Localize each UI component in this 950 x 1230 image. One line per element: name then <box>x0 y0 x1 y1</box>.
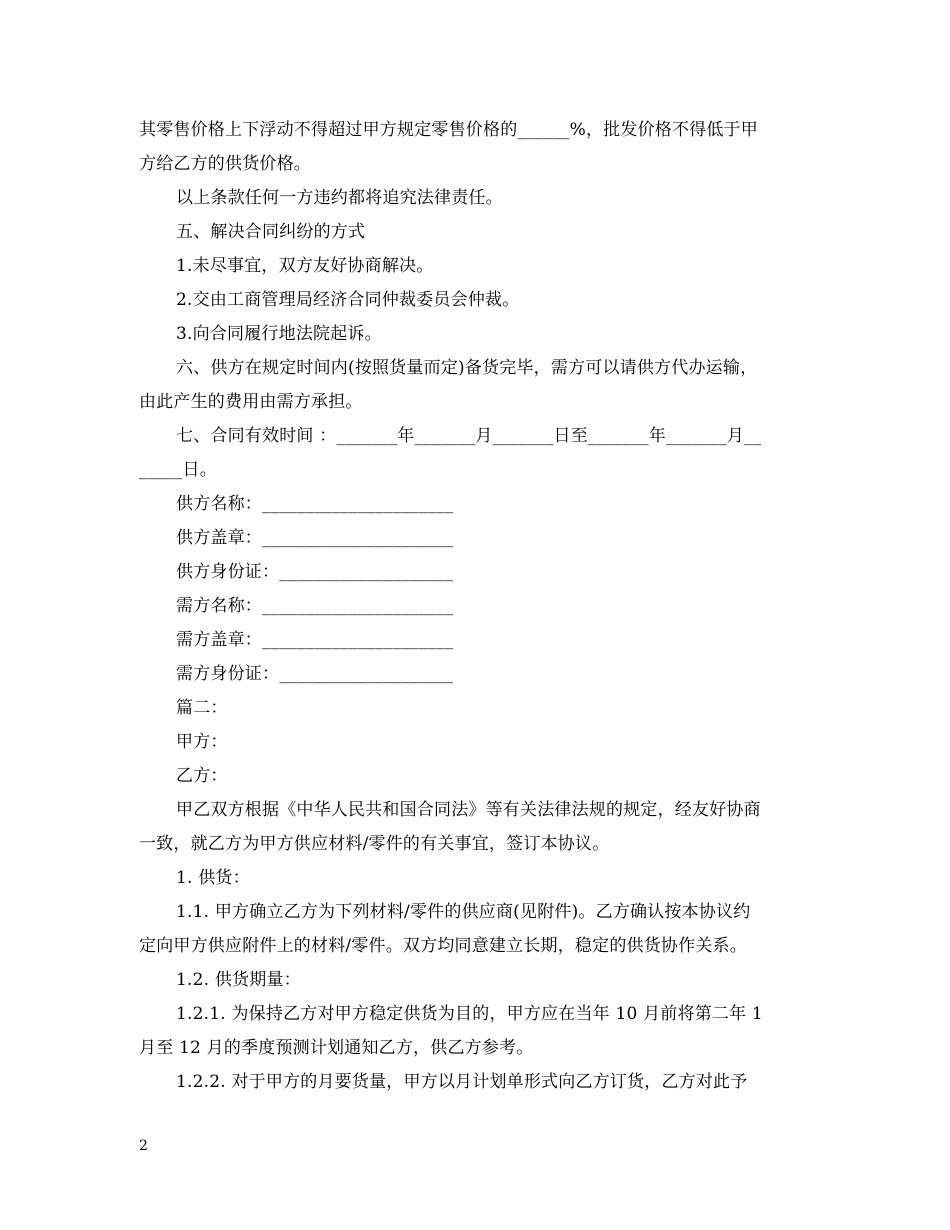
text-line: 方给乙方的供货价格。 <box>139 154 311 174</box>
text-line: 1.未尽事宜，双方友好协商解决。 <box>176 256 434 276</box>
signature-field: 需方盖章：______________________ <box>176 630 454 650</box>
text-line: 月至 12 月的季度预测计划通知乙方，供乙方参考。 <box>139 1038 534 1058</box>
text-line: 1.2.2. 对于甲方的月要货量，甲方以月计划单形式向乙方订货，乙方对此予 <box>176 1072 748 1092</box>
signature-field: 供方名称：______________________ <box>176 494 454 514</box>
page-number: 2 <box>139 1138 148 1154</box>
text-line: 1.2.1. 为保持乙方对甲方稳定供货为目的，甲方应在当年 10 月前将第二年 1 <box>176 1004 763 1024</box>
signature-field: 供方盖章：______________________ <box>176 528 454 548</box>
text-line: 其零售价格上下浮动不得超过甲方规定零售价格的______%，批发价格不得低于甲 <box>139 120 758 140</box>
text-line: 1.1. 甲方确立乙方为下列材料/零件的供应商(见附件)。乙方确认按本协议约 <box>176 902 751 922</box>
signature-field: 供方身份证：____________________ <box>176 562 454 582</box>
signature-field: 需方身份证：____________________ <box>176 664 454 684</box>
text-line: 以上条款任何一方违约都将追究法律责任。 <box>176 188 503 208</box>
text-line: 3.向合同履行地法院起诉。 <box>176 324 382 344</box>
section-heading: 五、解决合同纠纷的方式 <box>176 222 366 242</box>
text-line: 六、供方在规定时间内(按照货量而定)备货完毕，需方可以请供方代办运输， <box>176 358 758 378</box>
text-line: _____日。 <box>139 460 217 480</box>
text-line: 2.交由工商管理局经济合同仲裁委员会仲裁。 <box>176 290 520 310</box>
signature-field: 需方名称：______________________ <box>176 596 454 616</box>
text-line: 七、合同有效时间 ：_______年_______月_______日至_______年_______月__ <box>176 426 762 446</box>
section-heading: 篇二： <box>176 698 228 718</box>
text-line: 由此产生的费用由需方承担。 <box>139 392 363 412</box>
text-line: 一致，就乙方为甲方供应材料/零件的有关事宜，签订本协议。 <box>139 834 610 854</box>
text-line: 甲乙双方根据《中华人民共和国合同法》等有关法律法规的规定，经友好协商 <box>176 800 761 820</box>
party-label: 甲方： <box>176 732 228 752</box>
section-heading: 1.2. 供货期量： <box>176 970 301 990</box>
party-label: 乙方： <box>176 766 228 786</box>
section-heading: 1. 供货： <box>176 868 250 888</box>
text-line: 定向甲方供应附件上的材料/零件。双方均同意建立长期，稳定的供货协作关系。 <box>139 936 747 956</box>
